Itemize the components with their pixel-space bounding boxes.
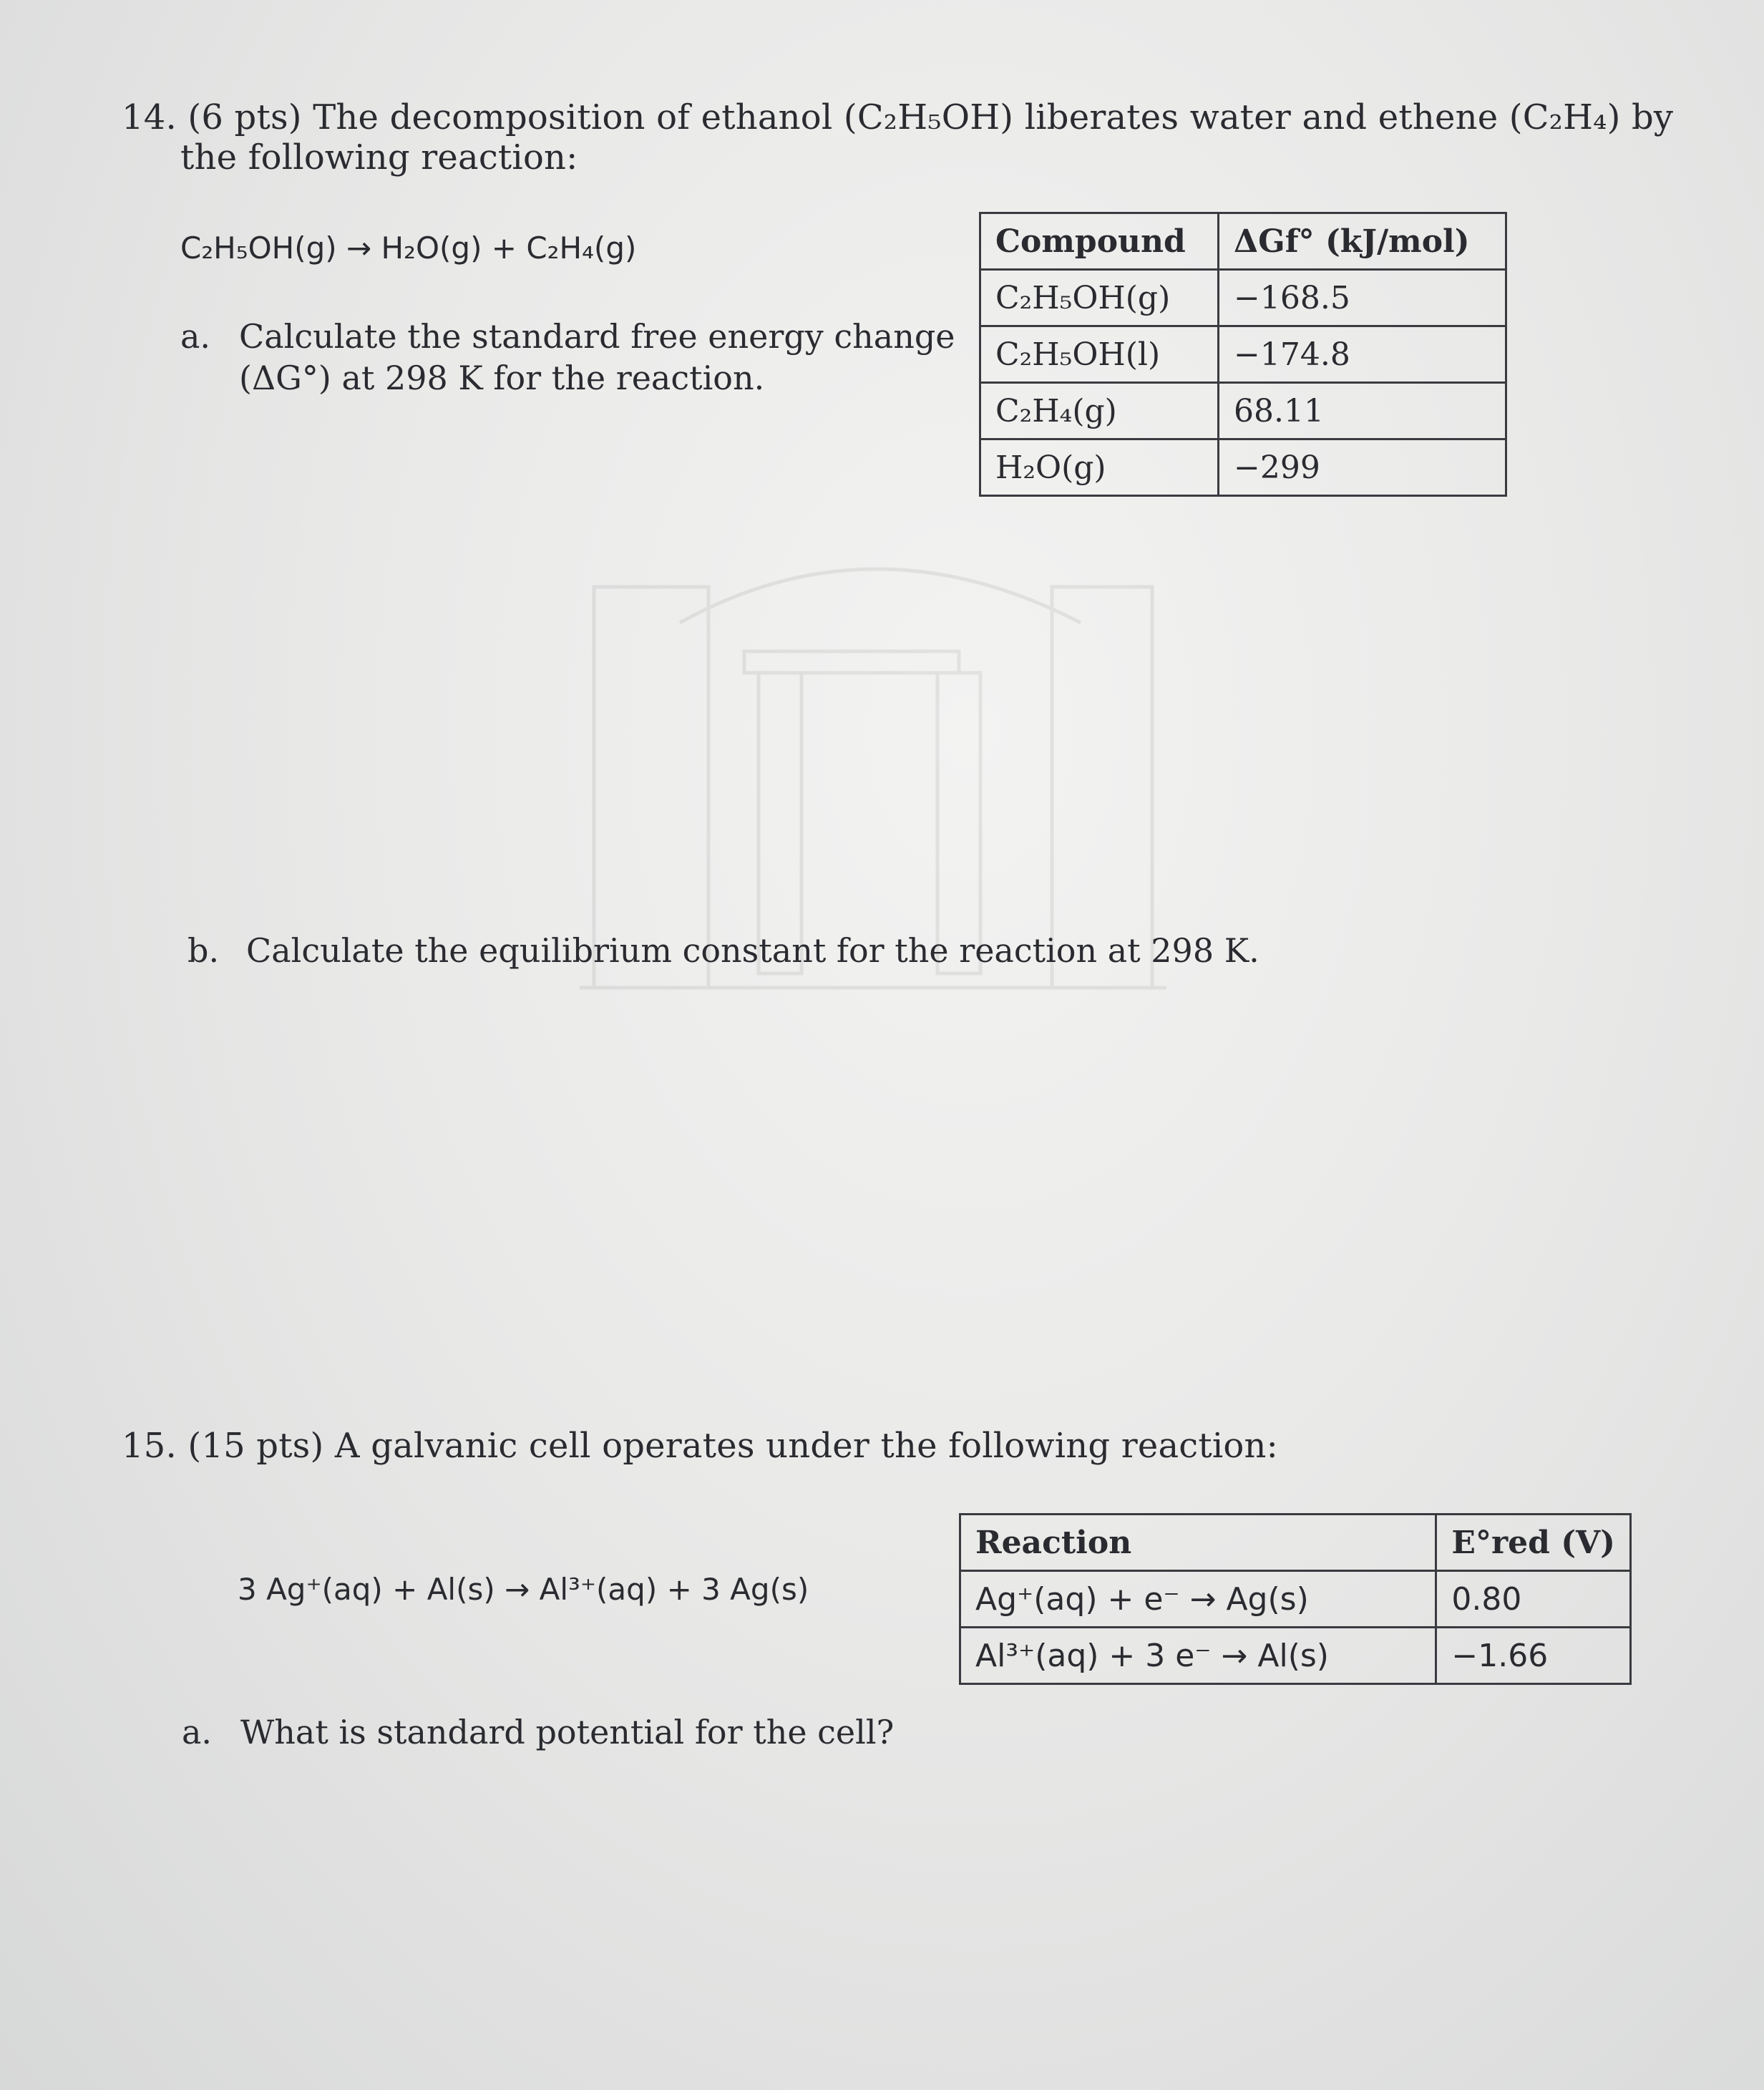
table-row: [980, 326, 1506, 383]
column-header-free-energy: ΔGf° (kJ/mol): [1219, 213, 1506, 270]
compound-cell: C₂H₄(g): [980, 383, 1219, 439]
table-row: [980, 383, 1506, 439]
q14a-line1: Calculate the standard free energy change: [239, 317, 955, 356]
compound-cell: H₂O(g): [980, 439, 1219, 496]
q14-free-energy-table: [979, 212, 1507, 497]
q15-equation: 3 Ag⁺(aq) + Al(s) → Al³⁺(aq) + 3 Ag(s): [238, 1572, 809, 1607]
compound-cell: C₂H₅OH(l): [980, 326, 1219, 383]
q14-heading: [122, 97, 1673, 137]
q15-text: A galvanic cell operates under the following reaction:: [334, 1426, 1279, 1466]
free-energy-cell: −168.5: [1219, 270, 1506, 326]
q14a-label: a.: [180, 317, 211, 356]
compound-cell: C₂H₅OH(g): [980, 270, 1219, 326]
half-reaction-cell: Al³⁺(aq) + 3 e⁻ → Al(s): [960, 1628, 1436, 1684]
free-energy-cell: −299: [1219, 439, 1506, 496]
q14a-line2: (ΔG°) at 298 K for the reaction.: [239, 359, 765, 397]
table-row: [960, 1628, 1631, 1684]
table-row: [960, 1571, 1631, 1628]
q15-reduction-potential-table: [959, 1513, 1632, 1685]
table-header-row: [980, 213, 1506, 270]
q14-number: 14.: [122, 97, 177, 137]
column-header-potential: E°red (V): [1436, 1515, 1631, 1571]
potential-cell: −1.66: [1436, 1628, 1631, 1684]
q14-points: (6 pts): [187, 97, 302, 137]
table-row: [980, 270, 1506, 326]
q14-equation: C₂H₅OH(g) → H₂O(g) + C₂H₄(g): [180, 230, 637, 266]
table-header-row: [960, 1515, 1631, 1571]
table-row: [980, 439, 1506, 496]
q14-text-line1: The decomposition of ethanol (C₂H₅OH) liberates water and ethene (C₂H₄) by: [313, 97, 1674, 137]
q15-heading: [122, 1426, 1278, 1466]
q15-number: 15.: [122, 1426, 177, 1466]
column-header-reaction: Reaction: [960, 1515, 1436, 1571]
column-header-compound: Compound: [980, 213, 1219, 270]
q15a-text: What is standard potential for the cell?: [240, 1713, 895, 1751]
free-energy-cell: 68.11: [1219, 383, 1506, 439]
q14b-label: b.: [187, 931, 220, 970]
q15a-label: a.: [182, 1713, 213, 1751]
free-energy-cell: −174.8: [1219, 326, 1506, 383]
potential-cell: 0.80: [1436, 1571, 1631, 1628]
q15-points: (15 pts): [187, 1426, 324, 1466]
q14-text-line2: the following reaction:: [180, 137, 578, 178]
half-reaction-cell: Ag⁺(aq) + e⁻ → Ag(s): [960, 1571, 1436, 1628]
q14b-text: Calculate the equilibrium constant for the reaction at 298 K.: [246, 931, 1259, 970]
